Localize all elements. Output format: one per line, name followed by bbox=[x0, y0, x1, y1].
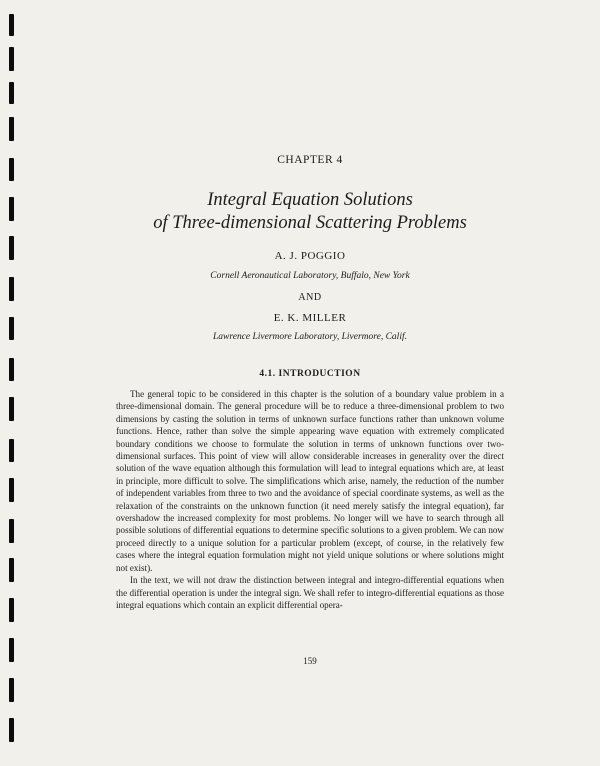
binding-hole bbox=[9, 197, 14, 221]
body-text bbox=[116, 388, 504, 611]
binding-hole bbox=[9, 478, 14, 502]
author-1: A. J. POGGIO bbox=[274, 250, 346, 262]
chapter-label: CHAPTER 4 bbox=[277, 154, 343, 166]
binding-hole bbox=[9, 358, 14, 381]
binding-hole bbox=[9, 317, 14, 340]
binding-hole bbox=[9, 598, 14, 622]
binding-hole bbox=[9, 236, 14, 260]
binding-hole bbox=[9, 558, 14, 582]
section-heading: 4.1. INTRODUCTION bbox=[259, 369, 361, 379]
binding-hole bbox=[9, 439, 14, 462]
paragraph: The general topic to be considered in this chapter is the solution of a boundary value problem in a three-dimensional domain. The general procedure will be to reduce a three-dimensional problem to two dimensions by casting the solution in terms of unknown surface functions rather than unknown volume functions. Hence, rather than solve the simple appearing wave equation with extremely complicated boundary conditions we choose to formulate the solution in terms of unknown functions over two-dimensional surfaces. This point of view will allow considerable increases in generality over the direct solution of the wave equation although this formulation will lead to integral equations which are, at least in principle, more difficult to solve. The simplifications which arise, namely, the reduction of the number of independent variables from three to two and the avoidance of special coordinate systems, as well as the relaxation of the constraints on the unknown function (it need merely satisfy the integral equation), far overshadow the increased complexity for most problems. No longer will we have to search through all possible solutions of differential equations to determine specific solutions to a given problem. We can now proceed directly to a unique solution for a particular problem (except, of course, in the relatively few cases where the integral equation formulation might not yield unique solutions or where solutions might not exist). bbox=[116, 389, 504, 573]
binding-hole bbox=[9, 14, 14, 36]
paragraph: In the text, we will not draw the distinction between integral and integro-differential equations when the differential operation is under the integral sign. We shall refer to integro-differential equations as those integral equations which contain an explicit differential opera- bbox=[116, 575, 504, 610]
affiliation-2: Lawrence Livermore Laboratory, Livermore, Calif. bbox=[213, 332, 407, 342]
binding-hole bbox=[9, 678, 14, 702]
binding-hole bbox=[9, 718, 14, 742]
binding-hole bbox=[9, 47, 14, 71]
binding-hole bbox=[9, 277, 14, 301]
binding-hole bbox=[9, 82, 14, 104]
affiliation-1: Cornell Aeronautical Laboratory, Buffalo, New York bbox=[210, 271, 410, 281]
author-2: E. K. MILLER bbox=[273, 312, 347, 324]
binding-hole bbox=[9, 158, 14, 181]
binding-hole bbox=[9, 117, 14, 141]
binding-hole bbox=[9, 519, 14, 543]
chapter-title-line-2: of Three-dimensional Scattering Problems bbox=[153, 213, 467, 233]
binding-hole bbox=[9, 638, 14, 662]
author-conjunction: AND bbox=[298, 292, 322, 303]
page-number: 159 bbox=[303, 656, 317, 666]
chapter-title-line-1: Integral Equation Solutions bbox=[207, 190, 413, 210]
binding-hole bbox=[9, 397, 14, 421]
chapter-title bbox=[60, 189, 560, 235]
